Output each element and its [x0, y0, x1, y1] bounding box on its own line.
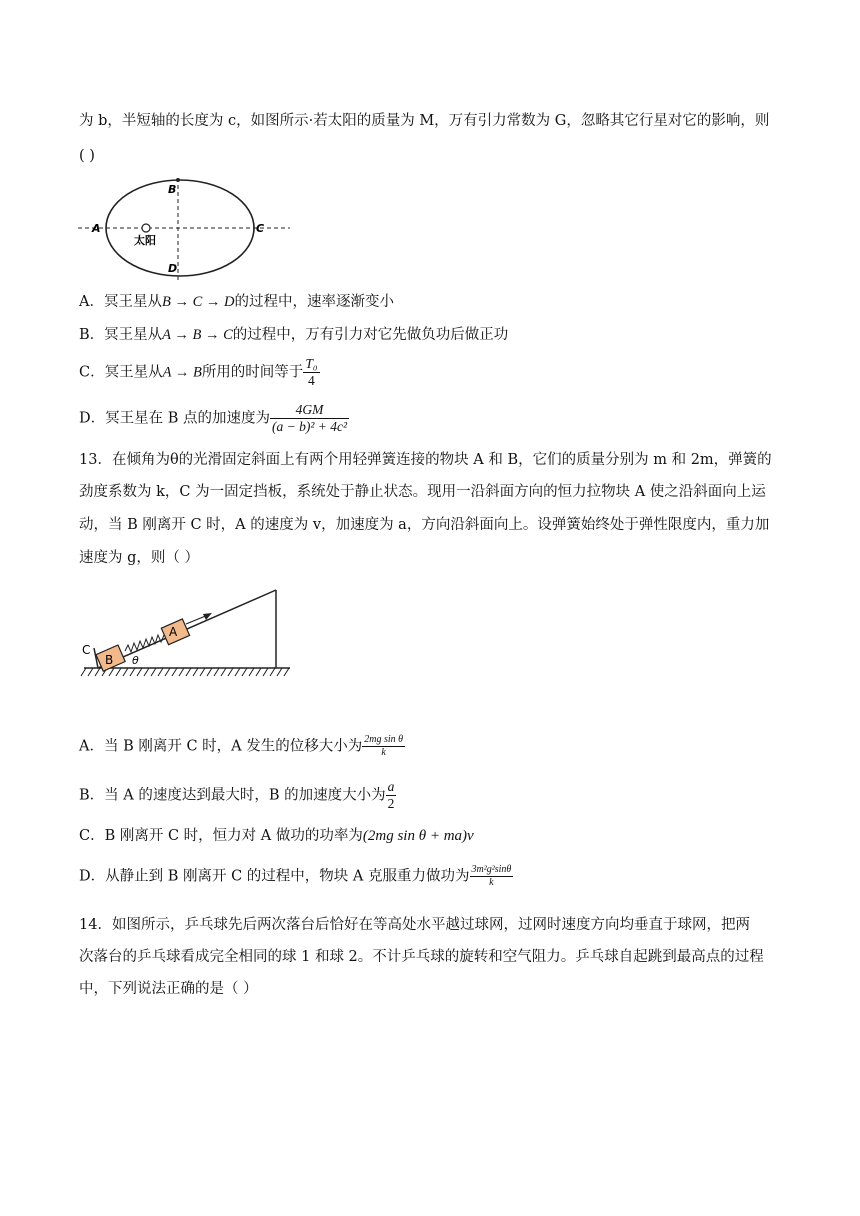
q12-option-c — [79, 356, 320, 389]
q13-text-line-3: 动，当 B 刚离开 C 时，A 的速度为 v，加速度为 a，方向沿斜面向上。设弹簧始终处于弹性限度内，重力加 — [79, 517, 770, 533]
label-theta: θ — [132, 654, 139, 667]
frac-denominator: k — [489, 877, 494, 888]
q13-text-line-2: 劲度系数为 k，C 为一固定挡板，系统处于静止状态。现用一沿斜面方向的恒力拉物块 A 使之沿斜面向上运 — [79, 484, 766, 500]
q13-option-a — [79, 734, 405, 759]
q13-text-line-1: 13．在倾角为θ的光滑固定斜面上有两个用轻弹簧连接的物块 A 和 B，它们的质量分别为 m 和 2m，弹簧的 — [79, 452, 772, 468]
q12-option-c-fraction — [303, 356, 319, 389]
point-b-dot — [176, 178, 180, 182]
label-c: C — [82, 643, 91, 657]
q13-option-c — [79, 826, 474, 846]
label-a: A — [92, 222, 101, 235]
q14-text-line-1: 14．如图所示，乒乓球先后两次落台后恰好在等高处水平越过球网，过网时速度方向均垂直于球网，把两 — [79, 917, 750, 933]
q13-option-c-expr: (2mg sin θ + ma)v — [362, 828, 474, 844]
frac-numerator: 2mg sin θ — [364, 734, 404, 745]
q12-option-a — [79, 292, 394, 312]
q12-option-b-suffix: 的过程中，万有引力对它先做负功后做正功 — [232, 327, 509, 343]
frac-denominator: 2 — [387, 796, 395, 811]
sun-label: 太阳 — [134, 234, 156, 247]
frac-numerator: 3m²g²sinθ — [471, 864, 512, 875]
q13-text-line-4: 速度为 g，则（ ） — [79, 550, 199, 566]
frac-denominator: k — [381, 747, 386, 758]
q13-option-a-fraction — [362, 734, 405, 759]
frac-denominator: 4 — [308, 373, 315, 388]
q12-option-a-prefix: A．冥王星从 — [79, 294, 162, 310]
label-d: D — [168, 262, 178, 275]
frac-numerator: a — [387, 779, 395, 794]
q12-option-d — [79, 402, 349, 435]
q12-text-line-1: 为 b，半短轴的长度为 c，如图所示·若太阳的质量为 M，万有引力常数为 G，忽略其它行星对它的影响，则 — [79, 113, 770, 129]
q13-option-d-fraction — [470, 864, 514, 889]
frac-numerator: 4GM — [270, 402, 349, 419]
q12-option-d-fraction — [270, 402, 349, 435]
q13-option-c-prefix: C．B 刚离开 C 时，恒力对 A 做功的功率为 — [79, 828, 363, 844]
orbit-figure — [76, 174, 292, 282]
label-b: B — [105, 653, 114, 667]
q12-text-line-2: ( ) — [79, 148, 95, 164]
ground-hatch — [81, 668, 289, 676]
q12-option-c-path: A → B — [162, 364, 202, 381]
q12-option-b-path: A → B → C — [162, 327, 233, 343]
q12-option-b — [79, 325, 508, 345]
q13-option-d — [79, 864, 513, 889]
q12-option-b-prefix: B．冥王星从 — [79, 327, 163, 343]
q12-option-c-suffix: 所用的时间等于 — [201, 364, 304, 381]
q14-text-line-2: 次落台的乒乓球看成完全相同的球 1 和球 2。不计乒乓球的旋转和空气阻力。乒乓球自起跳到最高点的过程 — [79, 949, 764, 965]
q13-option-b-prefix: B．当 A 的速度达到最大时，B 的加速度大小为 — [79, 787, 386, 804]
frac-denominator: (a − b)² + 4c² — [272, 419, 348, 434]
label-c: C — [256, 222, 265, 235]
q13-option-d-prefix: D．从静止到 B 刚离开 C 的过程中，物块 A 克服重力做功为 — [79, 868, 470, 885]
q13-option-b — [79, 779, 396, 812]
frac-numerator: T₀ — [305, 356, 318, 371]
q12-option-c-prefix: C．冥王星从 — [79, 364, 163, 381]
spring — [125, 635, 164, 652]
incline-figure — [78, 584, 294, 680]
q12-option-d-prefix: D．冥王星在 B 点的加速度为 — [79, 410, 270, 427]
sun-marker — [142, 224, 150, 232]
q12-option-a-suffix: 的过程中，速率逐渐变小 — [234, 294, 394, 310]
q13-option-a-prefix: A．当 B 刚离开 C 时，A 发生的位移大小为 — [79, 738, 363, 755]
label-b: B — [168, 183, 177, 196]
q13-option-b-fraction — [386, 779, 397, 812]
label-a: A — [169, 625, 178, 639]
q14-text-line-3: 中，下列说法正确的是（ ） — [79, 981, 258, 997]
q12-option-a-path: B → C → D — [161, 294, 235, 310]
